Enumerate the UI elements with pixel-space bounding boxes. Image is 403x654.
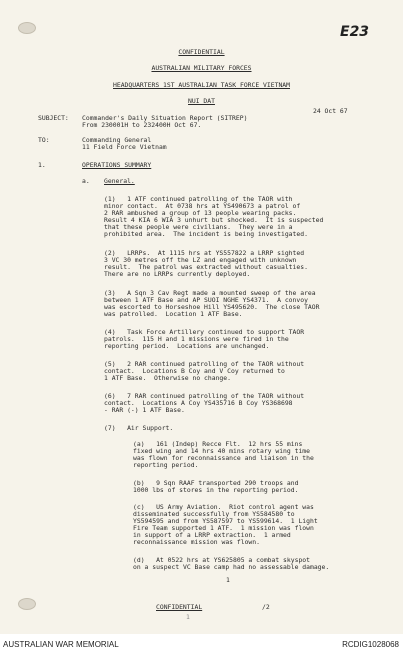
subsection-number: a.	[82, 177, 90, 185]
paragraph-line: that these people were civilians. They were in a	[104, 223, 293, 231]
archive-name: AUSTRALIAN WAR MEMORIAL	[3, 640, 119, 649]
air-support-line: reporting period.	[133, 461, 199, 469]
continuation-marker: /2	[262, 603, 270, 611]
paragraph-line: (2) LRRPs. At 1115 hrs at YS557822 a LRRP sighted	[104, 249, 305, 257]
section-title: OPERATIONS SUMMARY	[82, 161, 152, 169]
air-support-line: (c) US Army Aviation. Riot control agent was	[133, 503, 314, 511]
paragraph-line: minor contact. At 0738 hrs at YS490673 a patrol of	[104, 202, 301, 210]
paragraph-line: (3) A Sqn 3 Cav Regt made a mounted sweep of the area	[104, 289, 316, 297]
paragraph-line: - RAR (-) 1 ATF Base.	[104, 406, 185, 414]
headquarters-heading: HEADQUARTERS 1ST AUSTRALIAN TASK FORCE VIETNAM	[113, 81, 290, 89]
air-support-line: in support of a LRRP extraction. 1 armed	[133, 531, 291, 539]
location-heading: NUI DAT	[188, 97, 215, 105]
page-marker: 1	[226, 576, 230, 584]
paragraph-line: 1 ATF Base. Otherwise no change.	[104, 374, 231, 382]
subject-label: SUBJECT:	[38, 114, 69, 122]
paragraph-line: (6) 7 RAR continued patrolling of the TAOR without	[104, 392, 305, 400]
punch-hole	[18, 598, 36, 610]
paragraph-line: Result 4 KIA 6 WIA 3 unhurt but shocked. It is suspected	[104, 216, 324, 224]
paragraph-line: 3 VC 30 metres off the LZ and engaged with unknown	[104, 256, 297, 264]
air-support-line: (a) 161 (Indep) Recce Flt. 12 hrs 55 mins	[133, 440, 303, 448]
handwritten-reference: E23	[340, 24, 370, 40]
paragraph-line: contact. Locations A Coy YS435716 B Coy YS368698	[104, 399, 293, 407]
air-support-line: 1000 lbs of stores in the reporting period.	[133, 486, 299, 494]
punch-hole	[18, 22, 36, 34]
paragraph-line: between 1 ATF Base and AP SUOI NGHE YS4371. A convoy	[104, 296, 308, 304]
archive-footer	[0, 634, 403, 654]
air-support-line: Fire Team supported 1 ATF. 1 mission was flown	[133, 524, 314, 532]
air-support-line: was flown for reconnaissance and liaison in the	[133, 454, 314, 462]
paragraph-line: (4) Task Force Artillery continued to support TAOR	[104, 328, 305, 336]
paragraph-line: was escorted to Horseshoe Hill YS495620. The close TAOR	[104, 303, 320, 311]
subsection-title: General.	[104, 177, 135, 185]
paragraph-line: contact. Locations B Coy and V Coy returned to	[104, 367, 285, 375]
organisation-heading: AUSTRALIAN MILITARY FORCES	[151, 64, 252, 72]
paragraph-line: patrols. 115 H and 1 missions were fired in the	[104, 335, 289, 343]
classification-top: CONFIDENTIAL	[178, 48, 225, 56]
air-support-line: on a suspect VC Base camp had no assessable damage.	[133, 563, 330, 571]
air-support-line: YS594595 and from YS587597 to YS599614. 1 Light	[133, 517, 318, 525]
paragraph-line: (7) Air Support.	[104, 424, 174, 432]
to-line: 11 Field Force Vietnam	[82, 143, 167, 151]
to-label: TO:	[38, 136, 50, 144]
air-support-line: fixed wing and 14 hrs 40 mins rotary wing time	[133, 447, 310, 455]
paragraph-line: 2 RAR ambushed a group of 13 people wearing packs.	[104, 209, 297, 217]
paragraph-line: (1) 1 ATF continued patrolling of the TAOR with	[104, 195, 293, 203]
paragraph-line: (5) 2 RAR continued patrolling of the TAOR without	[104, 360, 305, 368]
section-number: 1.	[38, 161, 46, 169]
air-support-line: (d) At 0522 hrs at YS625805 a combat skyspot	[133, 556, 310, 564]
paragraph-line: was patrolled. Location 1 ATF Base.	[104, 310, 243, 318]
air-support-line: (b) 9 Sqn RAAF transported 290 troops and	[133, 479, 299, 487]
archive-id: RCDIG1028068	[342, 640, 399, 649]
subject-line: Commander's Daily Situation Report (SITREP)	[82, 114, 248, 122]
subject-line: From 230001H to 232400H Oct 67.	[82, 121, 202, 129]
air-support-line: reconnaissance mission was flown.	[133, 538, 260, 546]
paragraph-line: prohibited area. The incident is being investigated.	[104, 230, 308, 238]
air-support-line: disseminated successfully from YS584580 to	[133, 510, 295, 518]
page-marker-bottom: 1	[186, 613, 190, 621]
to-line: Commanding General	[82, 136, 152, 144]
paragraph-line: result. The patrol was extracted without casualties.	[104, 263, 308, 271]
paragraph-line: There are no LRRPs currently deployed.	[104, 270, 251, 278]
paragraph-line: reporting period. Locations are unchanged.	[104, 342, 270, 350]
document-date: 24 Oct 67	[313, 107, 348, 115]
classification-bottom: CONFIDENTIAL	[156, 603, 203, 611]
